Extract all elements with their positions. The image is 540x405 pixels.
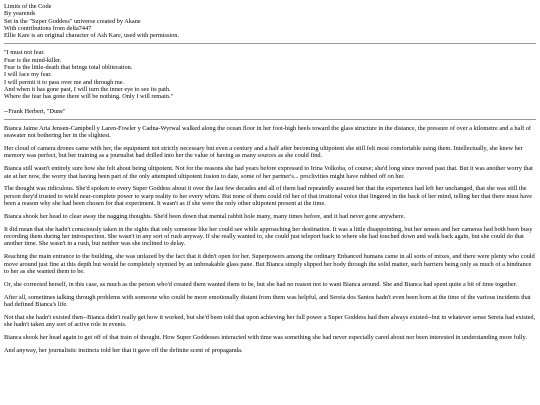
body-paragraph: The thought was ridiculous. She'd spoken to every Super Goddess about it over the last few decades and all of them had repeatedly assured her that the experience had left her unchanged, that she was still the person they'd trusted to wield near-complete power to warp reality to her every whim. But none of them could rid her of that irrational voice that lingered in the back of her mind, telling her that there must have been a reason why she had been chosen for that experiment. It wasn't as if she were the only other ultipotent present at the time. xyxy=(4,185,533,208)
body-paragraph: Not that she hadn't existed then--Bianca didn't really get how it worked, but she'd been told that upon achieving her full power a Super Goddess had then always existed--but in whatever sense Sereia had existed, she hadn't taken any sort of active role in events. xyxy=(4,313,536,329)
body-paragraph: After all, sometimes talking through problems with someone who could be more emotionally distant from them was helpful, and Sereia dos Santos hadn't even been born at the time of the various incidents that had defined Bianca's life. xyxy=(4,293,531,308)
epigraph-attribution: --Frank Herbert, "Dune" xyxy=(4,107,66,115)
body-paragraph: Bianca Jaime Aria Jensen-Campbell y Laren-Fowler y Cadna-Wyrwal walked along the ocean floor in her foot-high heels toward the glass structure in the distance, the pressure of over a kilometre and a half of seawater not bothering her in the slightest. xyxy=(4,124,531,140)
contributor-credit: With contributions from delta7447 xyxy=(4,24,92,32)
author-byline: By yearends xyxy=(4,10,36,18)
body-paragraph: Bianca shook her head to clear away the nagging thoughts. She'd been down that mental rabbit hole many, many times before, and it had never gone anywhere. xyxy=(4,212,406,220)
section-divider xyxy=(4,43,536,44)
story-body xyxy=(4,125,536,354)
epigraph-line: Fear is the mind-killer. xyxy=(4,56,62,64)
epigraph-line: Where the fear has gone there will be nothing. Only I will remain." xyxy=(4,93,174,101)
section-divider xyxy=(4,119,536,120)
character-credit: Ellie Kare is an original character of Ash Kare, used with permission. xyxy=(4,32,180,40)
epigraph-line: I will face my fear. xyxy=(4,71,52,79)
body-paragraph: And anyway, her journalistic instincts told her that it gave off the definite scent of propaganda. xyxy=(4,346,243,354)
story-title: Limits of the Code xyxy=(4,3,52,10)
epigraph-line: And when it has gone past, I will turn the inner eye to see its path. xyxy=(4,85,171,93)
epigraph-line: "I must not fear. xyxy=(4,49,45,57)
body-paragraph: It did mean that she hadn't consciously taken in the sights that only someone like her could see while approaching her destination. It was a little disappointing, but her senses and her cameras had both been busy recording them during her introspection. She wasn't in any sort of rush anyway. If she really wanted to, she could just teleport back to where she had touched down and walk back again, but she could do that another time. She wasn't in a rush, but neither was she inclined to delay. xyxy=(4,225,533,248)
epigraph-line: Fear is the little-death that brings total obliteration. xyxy=(4,64,133,72)
body-paragraph: Her cloud of camera drones came with her, the equipment not strictly necessary but even a century and a half after becoming ultipotent she still felt most comfortable using them. Intellectually, she knew her memory was perfect, but her training as a journalist had drilled into her the value of having as many sources as she could find. xyxy=(4,145,523,160)
setting-credit: Set in the "Super Goddess" universe created by Akane xyxy=(4,17,141,25)
body-paragraph: Or, she corrected herself, in this case, as much as the person who'd created them wanted them to be, but she had no reason not to want Bianca around. She and Bianca had spent quite a bit of time together. xyxy=(4,280,518,288)
body-paragraph: Reaching the main entrance to the building, she was unfazed by the fact that it didn't open for her. Superpowers among the ordinary Enhanced humans came in all sorts of mixes, and there were plenty who could move around just fine at this depth but would be completely stymied by an unbreakable glass pane. But Bianca simply slipped her body through the solid matter, such barriers being only as much of a hindrance to her as she wanted them to be. xyxy=(4,253,535,275)
body-paragraph: Bianca shook her head again to get off of that train of thought. How Super Goddesses interacted with time was something she had never especially cared about nor been interested in understanding more fully. xyxy=(4,334,527,342)
epigraph xyxy=(4,49,536,114)
epigraph-line: I will permit it to pass over me and through me. xyxy=(4,78,125,86)
body-paragraph: Bianca still wasn't entirely sure how she felt about being ultipotent. Not for the reasons she had years before expressed to Irina Volkoba, of course; she'd long since moved past that. But it was another worry that ate at her now, the worry that having been part of the only attempted ultipotent fusion to date, some of her partner's... proclivities might have rubbed off on her. xyxy=(4,165,533,180)
story-header xyxy=(4,3,536,39)
